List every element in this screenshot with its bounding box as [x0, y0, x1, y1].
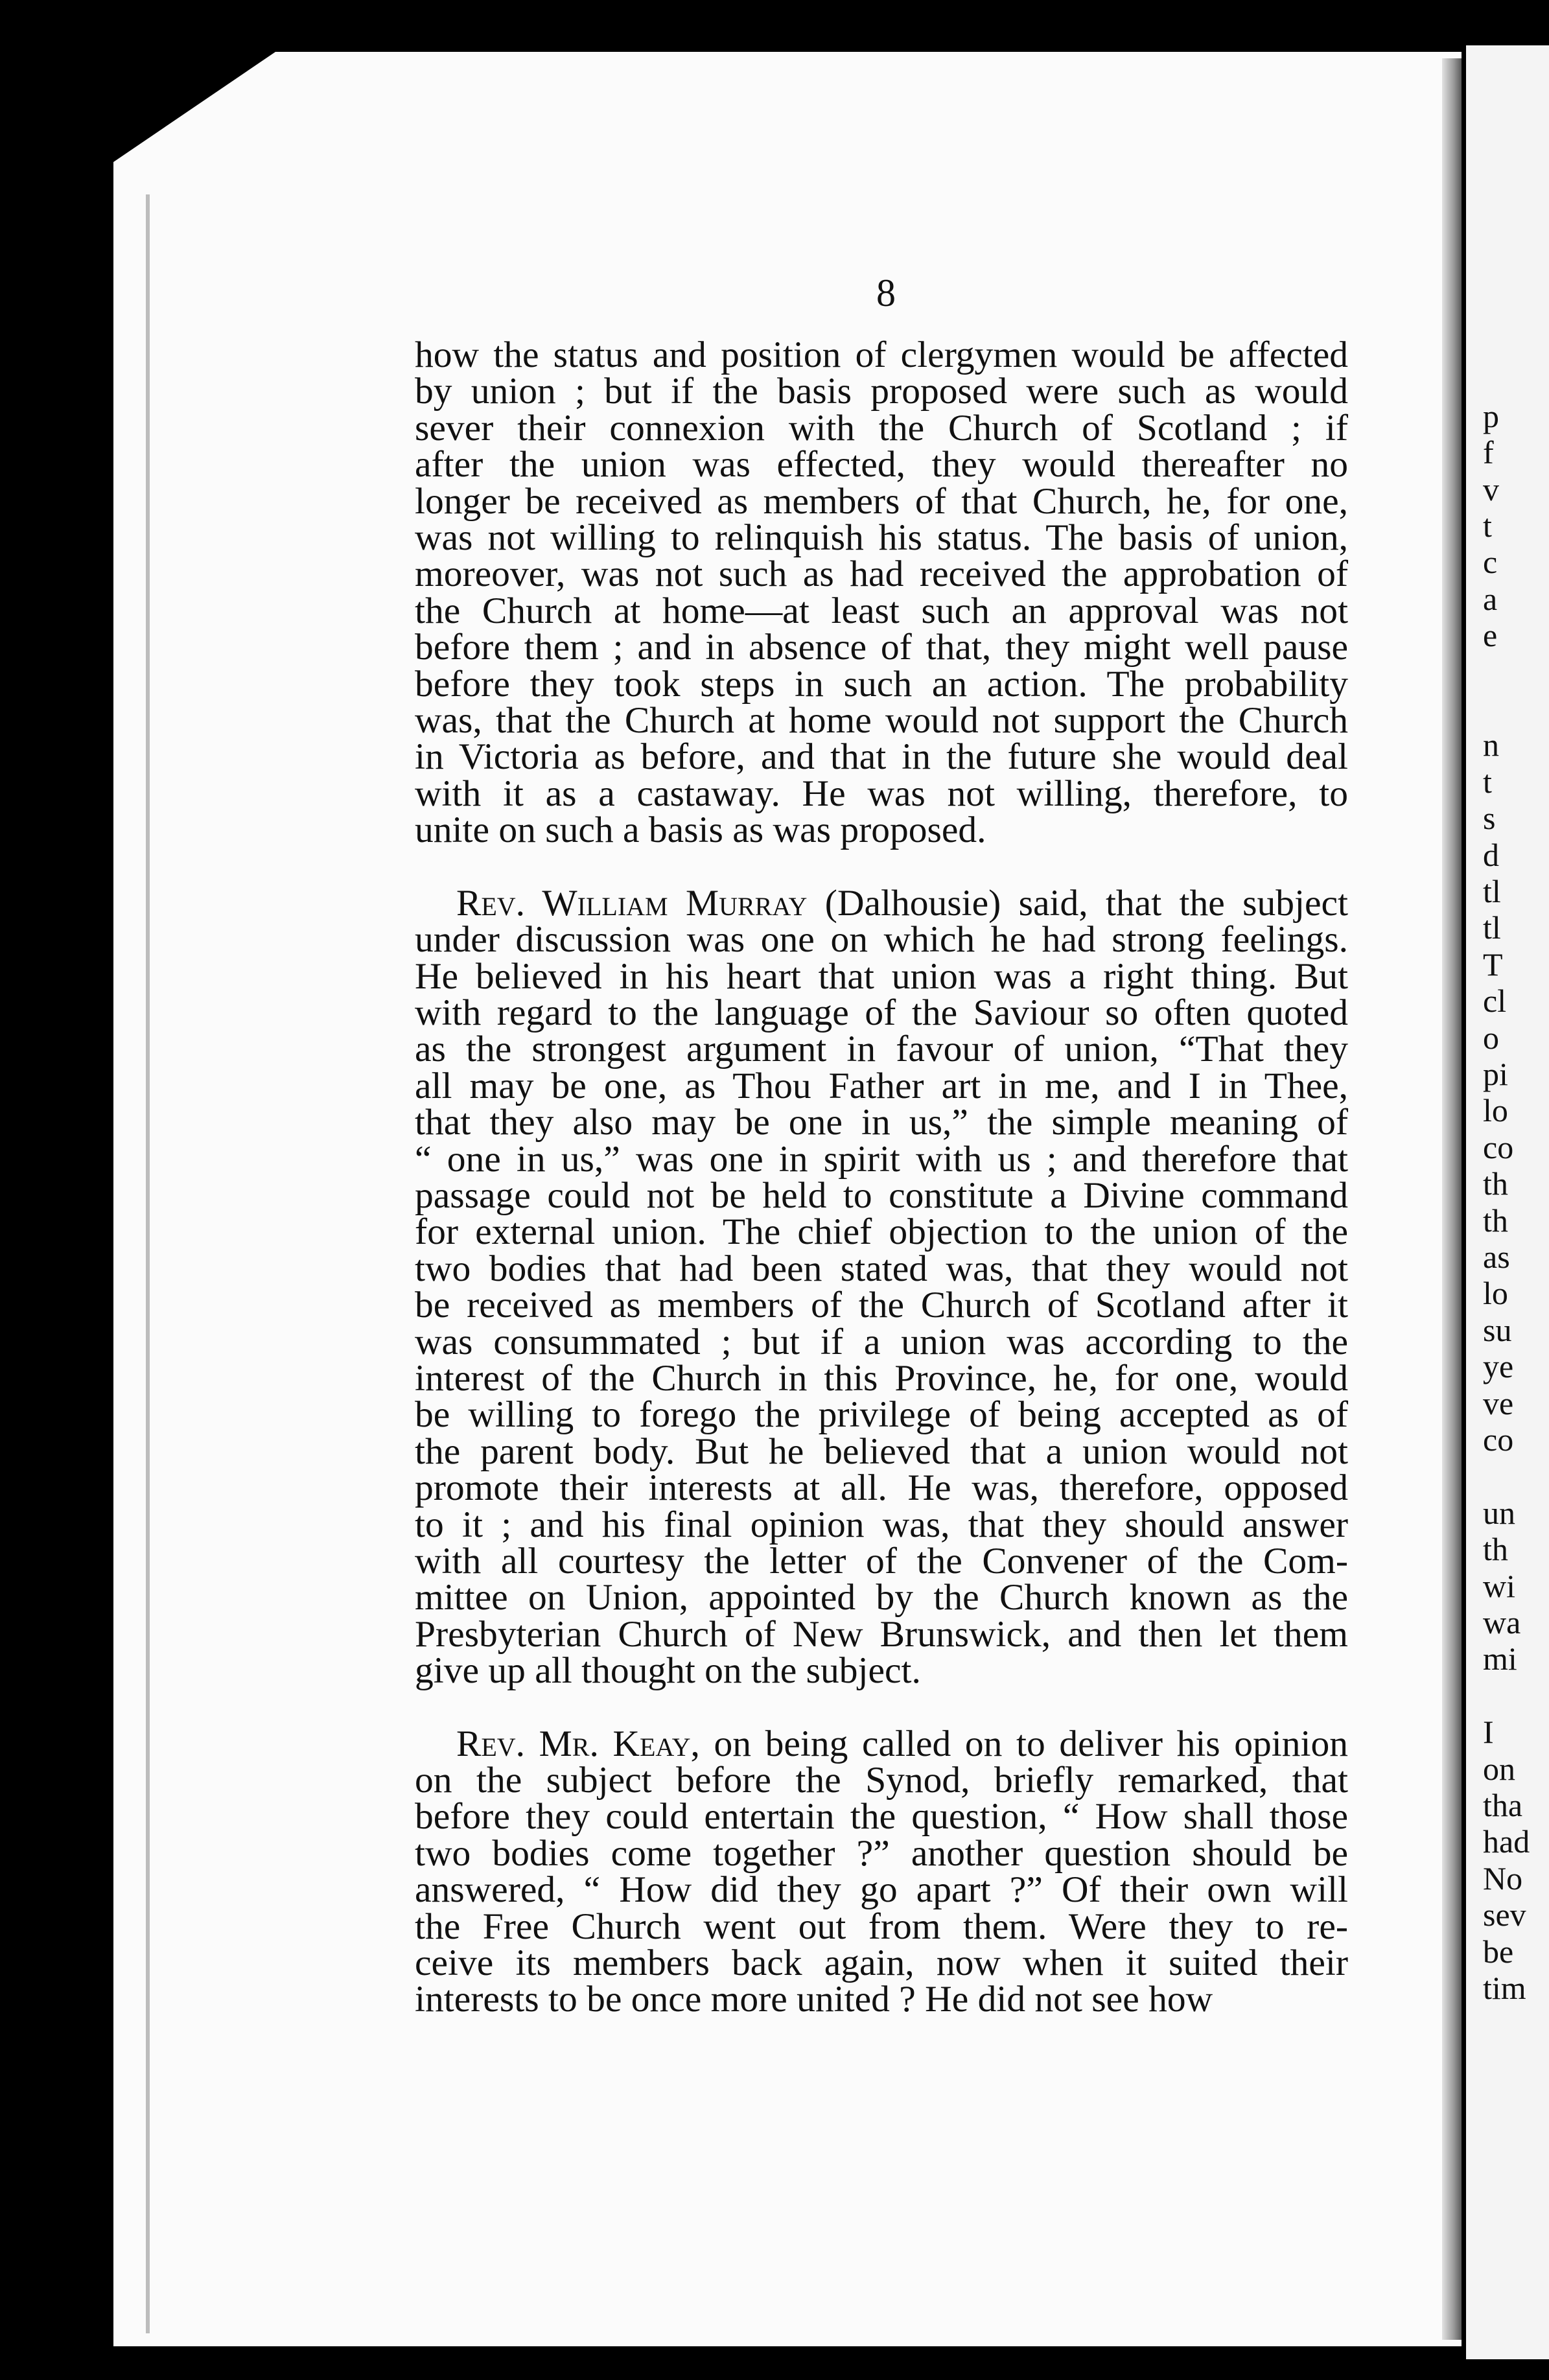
- text-line: was, that the Church at home would not support the Church: [415, 700, 1348, 741]
- book-gutter: [1442, 58, 1462, 2340]
- line-text: (Dalhousie) said, that the subject: [807, 882, 1349, 924]
- text-line: as the strongest argument in favour of union, “That they: [415, 1029, 1348, 1070]
- neighbor-fragment: n: [1483, 727, 1499, 764]
- text-line: before them ; and in absence of that, they might well pause: [415, 627, 1348, 668]
- body-text: [415, 334, 1349, 2020]
- neighbor-fragment: pi: [1483, 1056, 1508, 1092]
- neighbor-fragment: tl: [1483, 873, 1501, 909]
- neighbor-fragment: as: [1483, 1239, 1510, 1275]
- text-line: to it ; and his final opinion was, that they should answer: [415, 1504, 1348, 1545]
- speaker-name: Rev. Mr. Keay: [456, 1723, 691, 1764]
- neighbor-fragment: th: [1483, 1202, 1508, 1239]
- neighbor-fragment: ye: [1483, 1348, 1514, 1385]
- neighbor-fragment: tl: [1483, 909, 1501, 946]
- text-line: promote their interests at all. He was, therefore, opposed: [415, 1467, 1348, 1509]
- text-line: with all courtesy the letter of the Convener of the Com-: [415, 1541, 1348, 1581]
- text-line: how the status and position of clergymen would be affected: [415, 334, 1348, 375]
- text-line: [415, 1723, 1348, 1764]
- text-line: be received as members of the Church of Scotland after it: [415, 1285, 1348, 1326]
- text-line: moreover, was not such as had received the approbation of: [415, 554, 1348, 595]
- neighbor-fragment: tha: [1483, 1787, 1523, 1823]
- neighbor-fragment: wi: [1483, 1567, 1515, 1604]
- neighbor-fragment: t: [1483, 763, 1492, 800]
- neighbor-fragment: p: [1483, 397, 1499, 434]
- neighbor-fragment: wa: [1483, 1604, 1521, 1640]
- neighbor-fragment: lo: [1483, 1092, 1508, 1129]
- page-edge-shadow: [146, 194, 150, 2333]
- text-line: the Church at home—at least such an approval was not: [415, 590, 1348, 631]
- neighbor-fragment: cl: [1483, 983, 1507, 1020]
- neighbor-fragment: co: [1483, 1421, 1514, 1458]
- neighbor-fragment: sev: [1483, 1896, 1526, 1933]
- text-line: with it as a castaway. He was not willing, therefore, to: [415, 773, 1348, 814]
- adjacent-page-strip: [1466, 45, 1549, 2359]
- paragraph: [415, 334, 1348, 851]
- neighbor-fragment: th: [1483, 1165, 1508, 1202]
- neighbor-fragment: t: [1483, 508, 1492, 544]
- text-line: the parent body. But he believed that a union would not: [415, 1430, 1348, 1472]
- text-line: was consummated ; but if a union was according to the: [415, 1321, 1348, 1362]
- text-line: He believed in his heart that union was a right thing. But: [415, 955, 1348, 997]
- text-line: the Free Church went out from them. Were they to re-: [415, 1906, 1348, 1947]
- neighbor-fragment: T: [1483, 946, 1503, 983]
- page-number: 8: [876, 272, 896, 314]
- text-line: two bodies that had been stated was, that they would not: [415, 1248, 1348, 1289]
- text-line: that they also may be one in us,” the simple meaning of: [415, 1102, 1348, 1143]
- neighbor-fragment: be: [1483, 1933, 1514, 1970]
- neighbor-fragment: c: [1483, 544, 1498, 581]
- neighbor-fragment: on: [1483, 1750, 1515, 1787]
- neighbor-fragment: un: [1483, 1494, 1515, 1531]
- text-line: interest of the Church in this Province, he, for one, would: [415, 1357, 1348, 1399]
- neighbor-fragment: lo: [1483, 1275, 1508, 1312]
- neighbor-fragment: f: [1483, 434, 1494, 471]
- text-line: interests to be once more united ? He did not see how: [415, 1979, 1213, 2020]
- neighbor-fragment: ve: [1483, 1384, 1514, 1421]
- text-line: was not willing to relinquish his status. The basis of union,: [415, 517, 1348, 559]
- neighbor-fragment: co: [1483, 1128, 1514, 1165]
- neighbor-fragment: had: [1483, 1823, 1530, 1860]
- neighbor-fragment: a: [1483, 580, 1498, 617]
- text-line: two bodies come together ?” another question should be: [415, 1832, 1348, 1874]
- line-text: , on being called on to deliver his opinion: [690, 1723, 1348, 1764]
- text-line: answered, “ How did they go apart ?” Of their own will: [415, 1869, 1348, 1911]
- text-line: under discussion was one on which he had strong feelings.: [415, 919, 1348, 961]
- text-line: all may be one, as Thou Father art in me, and I in Thee,: [415, 1065, 1348, 1106]
- text-line: mittee on Union, appointed by the Church known as the: [415, 1577, 1348, 1618]
- text-line: Presbyterian Church of New Brunswick, and then let them: [415, 1613, 1348, 1655]
- text-line: after the union was effected, they would thereafter no: [415, 444, 1348, 485]
- text-line: passage could not be held to constitute a Divine command: [415, 1174, 1348, 1216]
- text-line: for external union. The chief objection to the union of the: [415, 1211, 1348, 1253]
- neighbor-fragment: e: [1483, 617, 1498, 654]
- text-line: “ one in us,” was one in spirit with us ; and therefore that: [415, 1138, 1348, 1180]
- neighbor-fragment: mi: [1483, 1640, 1517, 1677]
- neighbor-fragment: th: [1483, 1531, 1508, 1568]
- paragraph: [415, 882, 1349, 1692]
- neighbor-fragment: o: [1483, 1019, 1499, 1056]
- text-line: before they took steps in such an action. The probability: [415, 663, 1348, 705]
- speaker-name: Rev. William Murray: [456, 882, 808, 924]
- neighbor-fragment: tim: [1483, 1970, 1526, 2006]
- text-line: [415, 882, 1349, 924]
- neighbor-fragment: s: [1483, 800, 1496, 837]
- neighbor-fragment: v: [1483, 471, 1499, 508]
- text-line: on the subject before the Synod, briefly remarked, that: [415, 1760, 1348, 1801]
- text-line: sever their connexion with the Church of Scotland ; if: [415, 407, 1348, 449]
- text-line: longer be received as members of that Church, he, for one,: [415, 480, 1348, 522]
- neighbor-fragment: d: [1483, 836, 1499, 873]
- text-line: with regard to the language of the Saviour so often quoted: [415, 992, 1348, 1033]
- neighbor-fragment: No: [1483, 1860, 1523, 1896]
- text-line: give up all thought on the subject.: [415, 1650, 921, 1692]
- text-line: be willing to forego the privilege of being accepted as of: [415, 1394, 1348, 1436]
- text-line: ceive its members back again, now when it suited their: [415, 1942, 1348, 1984]
- text-line: before they could entertain the question, “ How shall those: [415, 1796, 1348, 1838]
- neighbor-fragment: su: [1483, 1311, 1512, 1348]
- text-line: in Victoria as before, and that in the future she would deal: [415, 736, 1348, 778]
- text-line: by union ; but if the basis proposed were such as would: [415, 371, 1348, 412]
- text-line: unite on such a basis as was proposed.: [415, 810, 986, 851]
- neighbor-fragment: I: [1483, 1714, 1494, 1751]
- paragraph: [415, 1723, 1348, 2020]
